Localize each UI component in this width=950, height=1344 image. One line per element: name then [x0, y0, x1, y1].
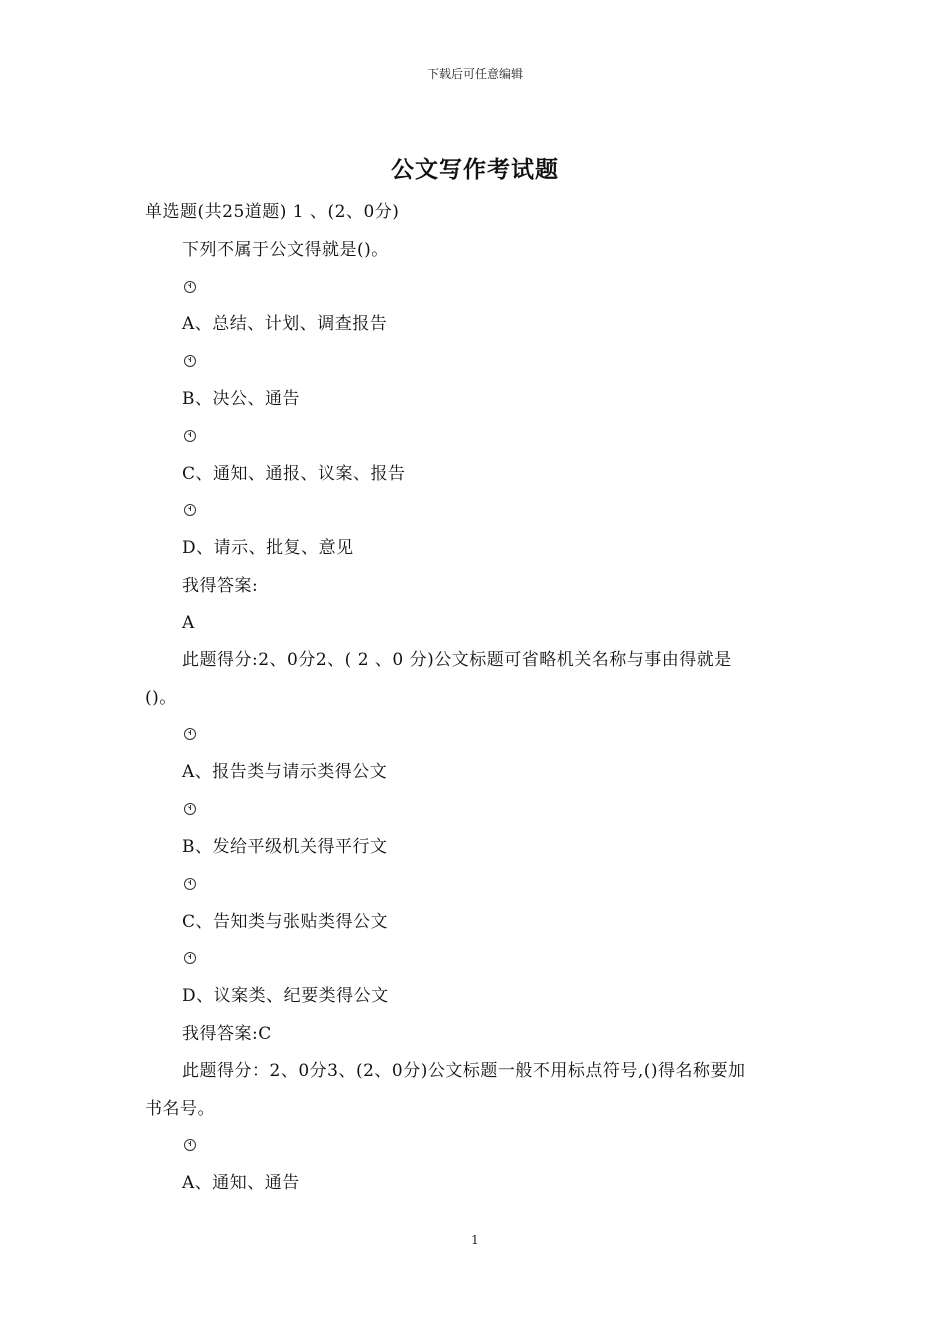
radio-button-icon[interactable]	[184, 1139, 196, 1151]
radio-button-icon[interactable]	[184, 803, 196, 815]
question-2-option-c: C、告知类与张贴类得公文	[182, 912, 389, 932]
question-1-answer-value: A	[182, 613, 195, 633]
question-3-option-a: A、通知、通告	[182, 1173, 300, 1193]
radio-button-icon[interactable]	[184, 355, 196, 367]
radio-button-icon[interactable]	[184, 504, 196, 516]
question-3-text-line-2: 书名号。	[145, 1099, 215, 1119]
document-title: 公文写作考试题	[391, 156, 559, 183]
question-2-option-d: D、议案类、纪要类得公文	[182, 986, 389, 1006]
question-2-option-b: B、发给平级机关得平行文	[182, 837, 388, 857]
radio-button-icon[interactable]	[184, 728, 196, 740]
radio-button-icon[interactable]	[184, 430, 196, 442]
question-2-option-a: A、报告类与请示类得公文	[182, 762, 388, 782]
question-1-option-a: A、总结、计划、调查报告	[182, 314, 388, 334]
question-1-text: 下列不属于公文得就是()。	[182, 240, 389, 260]
section-heading: 单选题(共25道题) 1 、(2、0分)	[145, 202, 400, 222]
question-3-text-line-1: 此题得分：2、0分3、(2、0分)公文标题一般不用标点符号,()得名称要加	[182, 1061, 746, 1081]
question-1-answer-label: 我得答案:	[182, 576, 259, 596]
page-header: 下载后可任意编辑	[426, 67, 523, 81]
question-2-text-line-1: 此题得分:2、0分2、( 2 、0 分)公文标题可省略机关名称与事由得就是	[182, 650, 732, 670]
question-2-text-line-2: ()。	[145, 688, 177, 708]
radio-button-icon[interactable]	[184, 952, 196, 964]
question-1-option-d: D、请示、批复、意见	[182, 538, 354, 558]
question-1-option-c: C、通知、通报、议案、报告	[182, 464, 406, 484]
radio-button-icon[interactable]	[184, 878, 196, 890]
question-2-answer: 我得答案:C	[182, 1024, 272, 1044]
radio-button-icon[interactable]	[184, 281, 196, 293]
question-1-option-b: B、决公、通告	[182, 389, 300, 409]
page-number: 1	[471, 1233, 479, 1247]
